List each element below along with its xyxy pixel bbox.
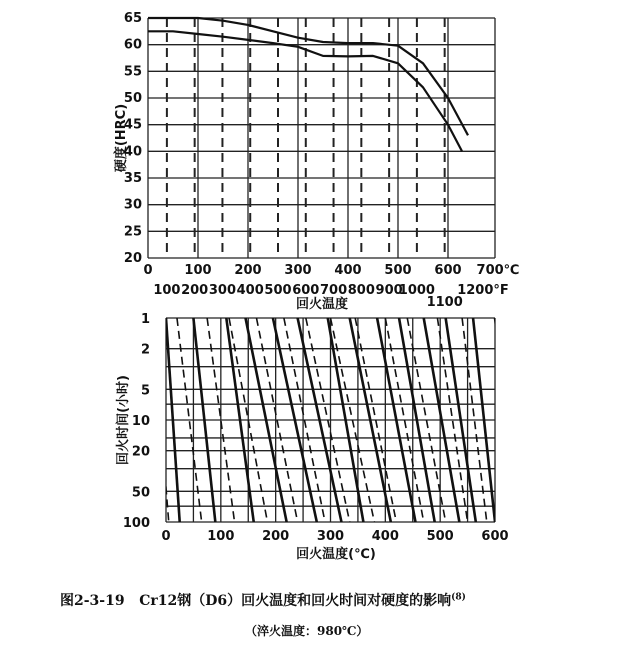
figure-subcaption: （淬火温度：980℃） — [245, 624, 369, 638]
x-tick-label-f: 1000 — [398, 283, 435, 298]
x-tick-label-f: 1100 — [426, 295, 463, 310]
caption-label: 图2-3-19 — [60, 593, 125, 609]
caption-ref: (8) — [451, 592, 466, 603]
x-tick-label: 100 — [207, 529, 235, 544]
figure-caption — [60, 590, 466, 610]
x-unit-f: 1200°F — [457, 283, 509, 298]
hardness-curve-1 — [148, 18, 468, 135]
x-tick-label: 200 — [262, 529, 290, 544]
x-unit-c: 700℃ — [476, 263, 520, 278]
caption-text: Cr12钢（D6）回火温度和回火时间对硬度的影响 — [139, 593, 452, 609]
y-tick-label: 60 — [123, 37, 142, 53]
y-tick-label: 1 — [140, 312, 150, 327]
y-tick-label: 2 — [140, 342, 150, 358]
y-tick-label: 25 — [123, 224, 142, 240]
y-tick-label: 35 — [123, 171, 142, 186]
x-tick-label-f: 600 — [292, 283, 320, 298]
x-tick-label-c: 200 — [234, 263, 262, 278]
y-tick-label: 100 — [122, 516, 150, 531]
x-tick-label-f: 400 — [236, 283, 264, 298]
y-tick-label: 30 — [123, 197, 142, 213]
x-axis-title: 回火温度 — [295, 297, 349, 312]
x-tick-label: 0 — [161, 529, 171, 544]
x-tick-label-f: 800 — [347, 283, 375, 298]
x-tick-label: 400 — [371, 529, 399, 544]
x-tick-label-c: 100 — [184, 263, 212, 278]
x-tick-label-f: 900 — [375, 283, 403, 298]
x-tick-label-c: 400 — [334, 263, 362, 278]
x-tick-label-c: 500 — [384, 263, 412, 278]
y-tick-label: 50 — [131, 485, 150, 501]
y-tick-label: 20 — [131, 444, 150, 460]
x-tick-label-f: 200 — [181, 283, 209, 298]
x-tick-label: 600 — [481, 529, 509, 544]
x-tick-label: 300 — [316, 529, 345, 544]
x-tick-label-f: 500 — [264, 283, 292, 298]
y-tick-label: 65 — [123, 11, 142, 26]
y-tick-label: 5 — [140, 383, 150, 399]
x-tick-label-c: 0 — [143, 263, 153, 278]
x-tick-label-f: 300 — [208, 283, 237, 298]
y-tick-label: 10 — [131, 414, 150, 429]
tempering-time-chart — [115, 312, 521, 562]
x-axis-title: 回火温度(℃) — [296, 547, 376, 562]
y-tick-label: 45 — [123, 117, 142, 133]
y-tick-label: 55 — [123, 64, 142, 80]
hardness-chart — [113, 11, 519, 312]
x-tick-label-f: 700 — [319, 283, 348, 298]
y-tick-label: 50 — [123, 91, 142, 106]
y-tick-label: 40 — [123, 144, 142, 160]
x-tick-label: 500 — [426, 529, 454, 544]
x-tick-label-c: 600 — [434, 263, 462, 278]
x-tick-label-f: 100 — [153, 283, 181, 298]
iso-line-solid — [495, 318, 521, 522]
y-tick-label: 20 — [123, 251, 142, 266]
y-axis-title: 硬度(HRC) — [114, 103, 129, 173]
y-axis-title: 回火时间(小时) — [116, 375, 131, 465]
x-tick-label-c: 300 — [284, 263, 312, 278]
